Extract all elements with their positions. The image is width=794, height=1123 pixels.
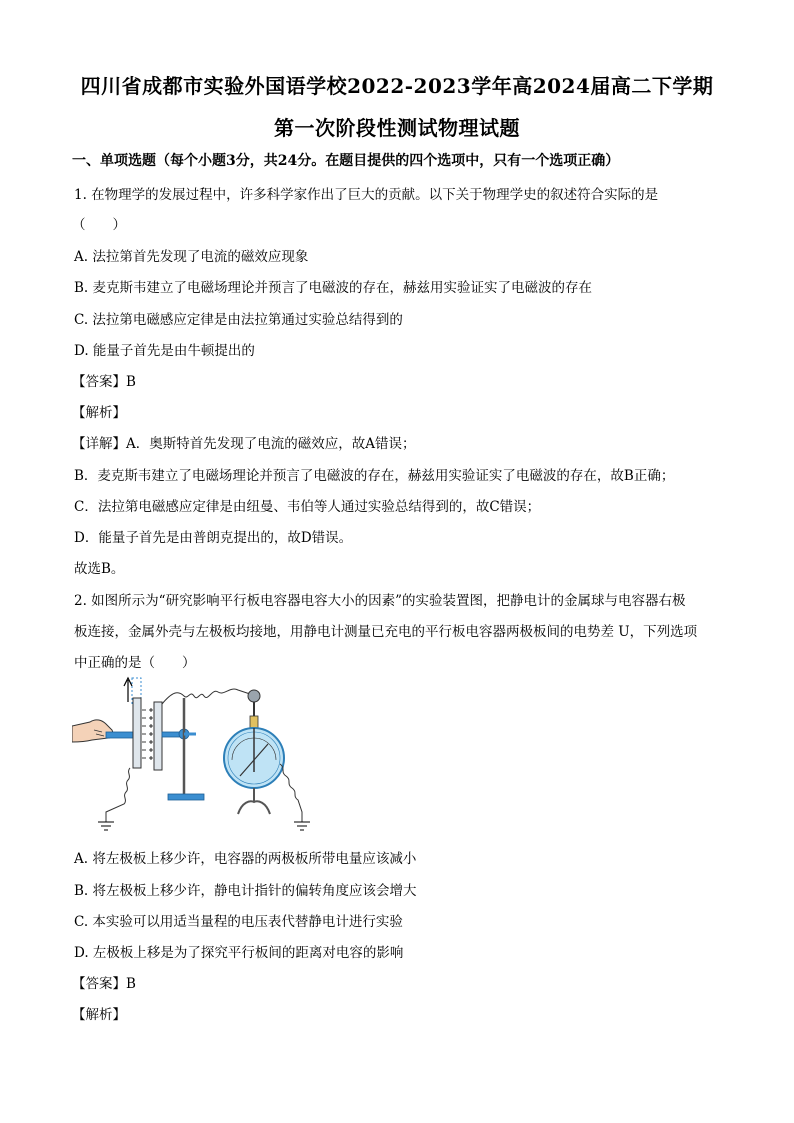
ground-symbol-right: [294, 822, 310, 830]
q2-stem-line2: 板连接，金属外壳与左极板均接地，用静电计测量已充电的平行板电容器两极板间的电势差 U，下列选项: [74, 624, 698, 640]
q1-detail-line: D．能量子首先是由普朗克提出的，故D错误。: [74, 530, 353, 546]
electroscope-legs: [238, 801, 270, 814]
ground-symbol-left: [98, 822, 114, 830]
q1-answer-blank: （ ）: [72, 217, 126, 233]
q1-stem: 1. 在物理学的发展过程中，许多科学家作出了巨大的贡献。以下关于物理学史的叙述符合实际的是: [74, 187, 659, 203]
q1-detail-line: C．法拉第电磁感应定律是由纽曼、韦伯等人通过实验总结得到的，故C错误；: [74, 499, 541, 515]
left-capacitor-plate: [133, 698, 141, 768]
insulating-handle: [106, 732, 134, 738]
q1-detail-line: B．麦克斯韦建立了电磁场理论并预言了电磁波的存在，赫兹用实验证实了电磁波的存在，故B正确；: [74, 468, 675, 484]
capacitor-electroscope-figure: [72, 672, 317, 840]
section-heading: 一、单项选题（每个小题3分，共24分。在题目提供的四个选项中，只有一个选项正确）: [72, 153, 620, 169]
right-capacitor-plate: [154, 702, 162, 770]
q2-option-a: A. 将左极板上移少许，电容器的两极板所带电量应该减小: [74, 851, 417, 867]
q2-stem-line3: 中正确的是（ ）: [74, 655, 196, 671]
document-title-line1: 四川省成都市实验外国语学校2022-2023学年高2024届高二下学期: [80, 74, 714, 98]
q1-option-d: D. 能量子首先是由牛顿提出的: [74, 343, 255, 359]
document-title-line2: 第一次阶段性测试物理试题: [274, 116, 520, 140]
q1-option-c: C. 法拉第电磁感应定律是由法拉第通过实验总结得到的: [74, 312, 403, 328]
electroscope-metal-ball: [248, 690, 260, 702]
q2-option-c: C. 本实验可以用适当量程的电压表代替静电计进行实验: [74, 914, 403, 930]
connecting-wire: [162, 689, 250, 704]
q1-option-a: A. 法拉第首先发现了电流的磁效应现象: [74, 249, 309, 265]
q1-analysis-label: 【解析】: [72, 405, 126, 421]
hand-illustration: [72, 720, 113, 742]
q2-option-d: D. 左极板上移是为了探究平行板间的距离对电容的影响: [74, 945, 404, 961]
left-ground-wire: [106, 768, 130, 822]
electroscope: [224, 690, 284, 814]
q2-analysis-label: 【解析】: [72, 1007, 126, 1023]
q2-answer: 【答案】B: [72, 976, 136, 992]
q1-detail-line: 故选B。: [74, 561, 125, 577]
q1-option-b: B. 麦克斯韦建立了电磁场理论并预言了电磁波的存在，赫兹用实验证实了电磁波的存在: [74, 280, 593, 296]
plate-charges: [142, 708, 153, 760]
q1-detail-line: 【详解】A．奥斯特首先发现了电流的磁效应，故A错误；: [72, 436, 416, 452]
right-ground-wire: [280, 764, 302, 822]
stand-base: [168, 794, 204, 800]
q2-option-b: B. 将左极板上移少许，静电计指针的偏转角度应该会增大: [74, 883, 417, 899]
q1-answer: 【答案】B: [72, 374, 136, 390]
q2-stem-line1: 2. 如图所示为“研究影响平行板电容器电容大小的因素”的实验装置图，把静电计的金属球与电容器右极: [74, 593, 686, 609]
